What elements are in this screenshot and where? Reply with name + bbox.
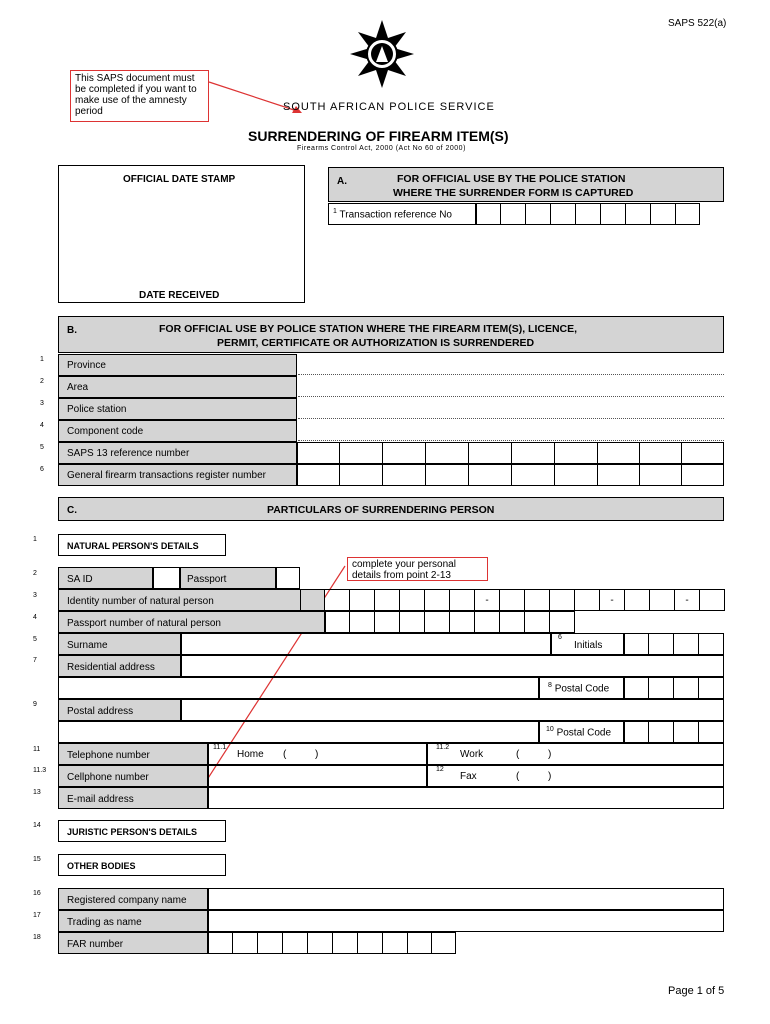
row-number: 9 <box>33 701 37 708</box>
field-label: JURISTIC PERSON'S DETAILS <box>67 827 197 837</box>
cellphone-input[interactable] <box>208 765 427 787</box>
passport-checkbox[interactable] <box>276 567 300 589</box>
transaction-ref-cells[interactable] <box>476 203 700 225</box>
passport-number-label <box>58 611 325 633</box>
row-number: 5 <box>33 636 37 643</box>
component-code-label <box>58 420 297 442</box>
section-heading: PARTICULARS OF SURRENDERING PERSON <box>267 504 495 516</box>
surname-label <box>58 633 181 655</box>
row-number: 2 <box>40 378 44 385</box>
note-line: period <box>75 106 103 117</box>
register-number-label <box>58 464 297 486</box>
row-number: 4 <box>33 614 37 621</box>
cellphone-label <box>58 765 208 787</box>
field-label: Fax <box>460 771 477 782</box>
far-number-cells[interactable] <box>208 932 456 954</box>
province-label <box>58 354 297 376</box>
row-number: 5 <box>40 444 44 451</box>
field-label: Component code <box>67 426 144 437</box>
stamp-heading: OFFICIAL DATE STAMP <box>123 174 236 185</box>
field-number: 11.2 <box>436 744 450 751</box>
field-number: 6 <box>558 634 562 641</box>
note-line: make use of the amnesty <box>75 95 187 106</box>
trading-name-label <box>58 910 208 932</box>
field-label: NATURAL PERSON'S DETAILS <box>67 541 199 551</box>
field-label: Residential address <box>67 662 155 673</box>
postal-address-line1[interactable] <box>181 699 724 721</box>
row-number: 11 <box>33 746 41 753</box>
row-number: 11.3 <box>33 767 47 774</box>
initials-label <box>551 633 624 655</box>
section-a-header <box>328 167 724 202</box>
email-label <box>58 787 208 809</box>
saps13-cells[interactable] <box>297 442 724 464</box>
province-field[interactable] <box>298 374 724 375</box>
row-number: 17 <box>33 912 41 919</box>
date-stamp-box[interactable] <box>58 165 305 303</box>
postal-code-label-2 <box>539 721 624 743</box>
area-field[interactable] <box>298 396 724 397</box>
field-label: Surname <box>67 640 108 651</box>
field-label: Area <box>67 382 89 393</box>
far-number-label <box>58 932 208 954</box>
page-number: Page 1 of 5 <box>668 985 725 997</box>
field-label: Home <box>237 749 264 760</box>
field-label: Passport number of natural person <box>67 618 221 629</box>
paren: ) <box>548 771 552 782</box>
section-heading: FOR OFFICIAL USE BY THE POLICE STATION <box>397 173 626 185</box>
saps13-label <box>58 442 297 464</box>
field-number: 12 <box>436 766 444 773</box>
section-letter: B. <box>67 325 77 336</box>
form-title: SURRENDERING OF FIREARM ITEM(S) <box>248 128 509 144</box>
field-label: SAPS 13 reference number <box>67 448 190 459</box>
section-letter: A. <box>337 176 347 187</box>
field-label: Postal Code <box>554 683 610 695</box>
passport-number-cells[interactable] <box>325 611 575 633</box>
register-number-cells[interactable] <box>297 464 724 486</box>
id-dash: - <box>600 589 625 611</box>
email-input[interactable] <box>208 787 724 809</box>
home-phone-input[interactable] <box>208 743 427 765</box>
row-number: 7 <box>33 657 37 664</box>
field-label: Work <box>460 749 484 760</box>
row-number: 16 <box>33 890 41 897</box>
initials-cells[interactable] <box>624 633 724 655</box>
id-number-cells[interactable] <box>300 589 725 611</box>
fax-input[interactable] <box>427 765 724 787</box>
section-heading: WHERE THE SURRENDER FORM IS CAPTURED <box>393 187 634 199</box>
section-heading: PERMIT, CERTIFICATE OR AUTHORIZATION IS SURRENDERED <box>217 337 535 349</box>
section-letter: C. <box>67 505 77 516</box>
sa-id-label <box>58 567 153 589</box>
police-station-label <box>58 398 297 420</box>
field-label: OTHER BODIES <box>67 861 136 871</box>
field-label: SA ID <box>67 574 93 585</box>
row-number: 14 <box>33 822 41 829</box>
field-number: 10 <box>546 726 554 733</box>
row-number: 13 <box>33 789 41 796</box>
section-b-header <box>58 316 724 353</box>
residential-address-label <box>58 655 181 677</box>
row-number: 1 <box>40 356 44 363</box>
field-label: Registered company name <box>67 895 187 906</box>
note-line: details from point 2-13 <box>352 570 451 581</box>
natural-person-heading <box>58 534 226 556</box>
surname-input[interactable] <box>181 633 551 655</box>
registered-company-label <box>58 888 208 910</box>
paren: ) <box>315 749 319 760</box>
field-label: E-mail address <box>67 794 134 805</box>
row-number: 2 <box>33 570 37 577</box>
field-label: Postal address <box>67 706 134 717</box>
note-line: This SAPS document must <box>75 73 195 84</box>
row-number: 4 <box>40 422 44 429</box>
row-number: 15 <box>33 856 41 863</box>
residential-address-line1[interactable] <box>181 655 724 677</box>
field-label: Passport <box>187 574 227 585</box>
field-label: Telephone number <box>67 750 150 761</box>
field-label: Province <box>67 360 106 371</box>
organisation-name: SOUTH AFRICAN POLICE SERVICE <box>283 101 495 113</box>
personal-details-note <box>347 557 488 581</box>
row-number: 6 <box>40 466 44 473</box>
row-number: 3 <box>40 400 44 407</box>
date-received-label: DATE RECEIVED <box>139 290 220 301</box>
postal-code-cells[interactable] <box>624 721 724 743</box>
field-label: Identity number of natural person <box>67 596 214 607</box>
note-line: complete your personal <box>352 559 456 570</box>
field-label: Postal Code <box>556 727 612 739</box>
note-line: be completed if you want to <box>75 84 197 95</box>
field-label: Cellphone number <box>67 772 149 783</box>
id-number-label <box>58 589 325 611</box>
field-label: General firearm transactions register number <box>67 470 266 481</box>
postal-address-line2[interactable] <box>58 721 539 743</box>
field-label: Initials <box>574 640 603 651</box>
field-number: 8 <box>548 682 552 689</box>
field-label: Police station <box>67 404 127 415</box>
postal-address-label <box>58 699 181 721</box>
field-number: 1 <box>333 208 337 215</box>
row-number: 1 <box>33 536 37 543</box>
form-code: SAPS 522(a) <box>668 18 727 29</box>
field-number: 11.1 <box>213 744 227 751</box>
paren: ( <box>516 749 520 760</box>
work-phone-input[interactable] <box>427 743 724 765</box>
component-code-field[interactable] <box>298 440 724 441</box>
juristic-person-heading <box>58 820 226 842</box>
transaction-ref-label <box>328 203 476 225</box>
section-heading: FOR OFFICIAL USE BY POLICE STATION WHERE THE FIREARM ITEM(S), LICENCE, <box>159 323 578 335</box>
form-subtitle: Firearms Control Act, 2000 (Act No 60 of 2000) <box>297 145 466 152</box>
residential-postal-code-cells[interactable] <box>624 677 724 699</box>
section-c-header <box>58 497 724 521</box>
field-label: Transaction reference No <box>339 209 452 221</box>
police-station-field[interactable] <box>298 418 724 419</box>
field-label: Trading as name <box>67 917 142 928</box>
paren: ( <box>283 749 287 760</box>
postal-code-label <box>539 677 624 699</box>
telephone-label <box>58 743 208 765</box>
id-dash: - <box>475 589 500 611</box>
id-dash: - <box>675 589 700 611</box>
field-label: FAR number <box>67 939 124 950</box>
area-label <box>58 376 297 398</box>
registered-company-input[interactable] <box>208 888 724 910</box>
residential-address-line2[interactable] <box>58 677 539 699</box>
other-bodies-heading <box>58 854 226 876</box>
row-number: 18 <box>33 934 41 941</box>
paren: ) <box>548 749 552 760</box>
sa-id-checkbox[interactable] <box>153 567 180 589</box>
passport-label <box>180 567 276 589</box>
paren: ( <box>516 771 520 782</box>
row-number: 3 <box>33 592 37 599</box>
trading-name-input[interactable] <box>208 910 724 932</box>
